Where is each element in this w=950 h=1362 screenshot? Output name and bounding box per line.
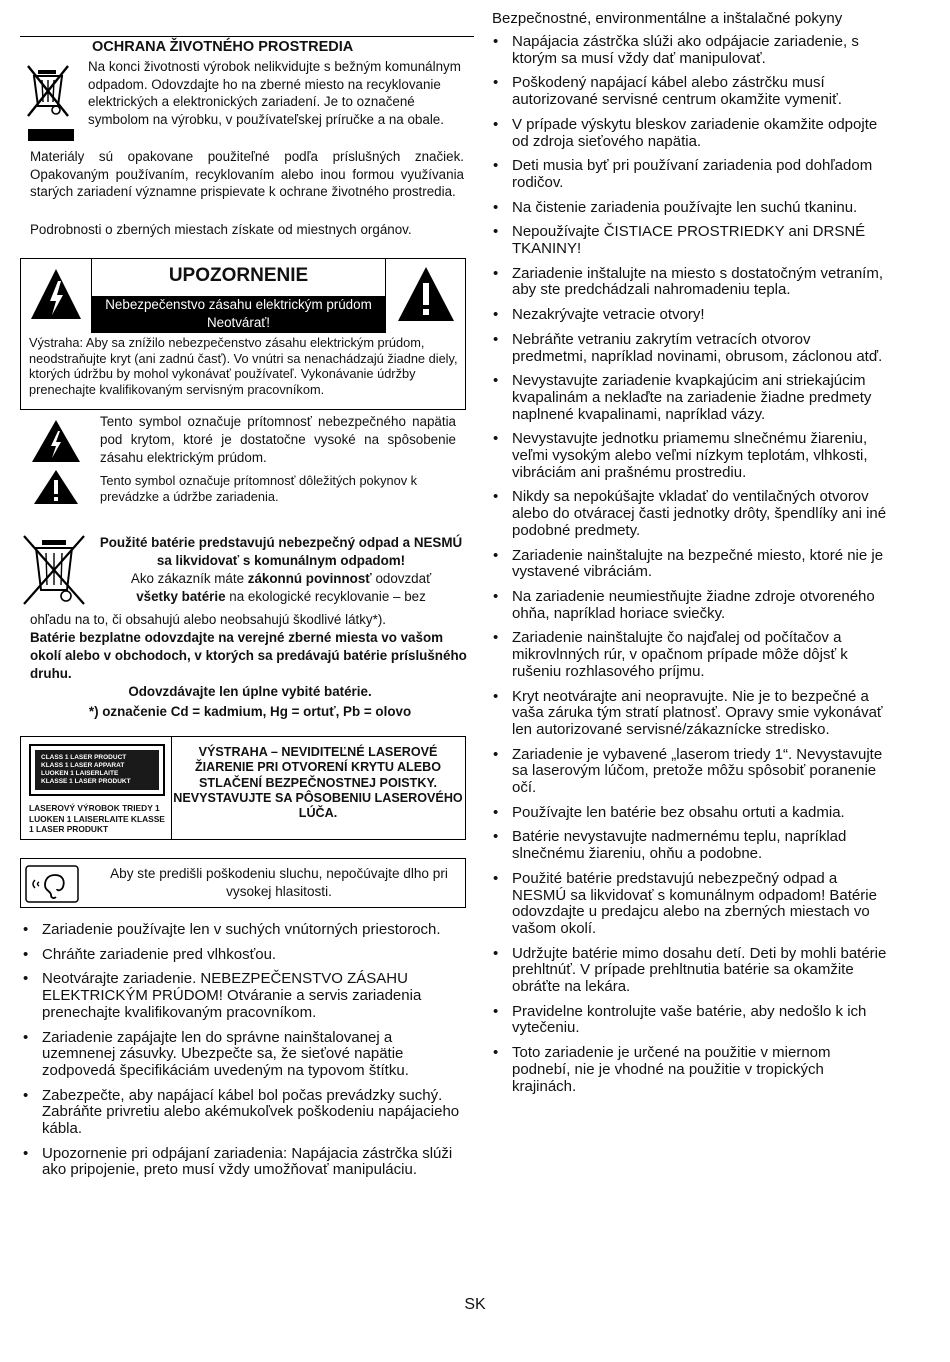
list-item-text: Poškodený napájací kábel alebo zástrčku musí autorizované servisné centrum okamžite vymeniť. <box>512 74 842 109</box>
laser-label-line: KLASSE 1 LASER PRODUKT <box>41 778 131 785</box>
list-item <box>490 489 888 539</box>
list-item <box>20 1030 460 1080</box>
bullet-icon: • <box>493 944 499 962</box>
bullet-icon: • <box>493 629 499 647</box>
bullet-icon: • <box>23 1144 29 1162</box>
bullet-icon: • <box>493 430 499 448</box>
bullet-icon: • <box>493 115 499 133</box>
hearing-text: Aby ste predišli poškodeniu sluchu, nepočúvajte dlho pri vysokej hlasitosti. <box>110 866 448 899</box>
env-paragraph-3: Podrobnosti o zberných miestach získate od miestnych orgánov. <box>30 222 412 237</box>
bullet-icon: • <box>493 546 499 564</box>
bullet-icon: • <box>493 803 499 821</box>
right-bullet-list <box>490 34 888 1103</box>
list-item <box>490 266 888 299</box>
env-paragraph-2: Materiály sú opakovane použiteľné podľa príslušných značiek. Opakovaným používaním, recyklovaním alebo inou formou využívania starých zariadení významne prispievate k ochrane životného prostredia. <box>30 149 464 200</box>
list-item-text: Zabezpečte, aby napájací kábel bol počas prevádzky suchý. Zabráňte privretiu alebo akémukoľvek poškodeniu napájacieho kábla. <box>42 1086 460 1138</box>
battery-line-5: Batérie bezplatne odovzdajte na verejné zberné miesta vo vašom okolí alebo v obchodoch, v ktorých sa predávajú batérie príslušného druhu. <box>30 630 467 681</box>
list-item-text: Nevystavujte zariadenie kvapkajúcim ani striekajúcim kvapalinám a neklaďte na zariadenie žiadne predmety naplnené kvapalinami, napríklad vázy. <box>512 372 872 423</box>
list-item <box>490 630 888 680</box>
list-item <box>490 1045 888 1095</box>
list-item-text: Zariadenie nainštalujte čo najďalej od počítačov a mikrovlnných rúr, v opačnom prípade môže dôjsť k rušeniu rozhlasového príjmu. <box>512 629 848 680</box>
list-item <box>490 200 888 217</box>
bullet-icon: • <box>493 745 499 763</box>
list-item-text: Pravidelne kontrolujte vaše batérie, aby nedošlo k ich vytečeniu. <box>512 1002 867 1037</box>
list-item-text: Zariadenie nainštalujte na bezpečné miesto, ktoré nie je vystavené vibráciám. <box>512 546 884 581</box>
bullet-icon: • <box>493 198 499 216</box>
bullet-icon: • <box>493 306 499 324</box>
bullet-icon: • <box>493 223 499 241</box>
list-item-text: Deti musia byť pri používaní zariadenia pod dohľadom rodičov. <box>512 157 873 191</box>
list-item-text: Použité batérie predstavujú nebezpečný odpad a NESMÚ sa likvidovať s komunálnym odpadom! Batérie odovzdajte u predajcu alebo na zberných miestach vo vašom okolí. <box>512 869 877 937</box>
list-item <box>490 117 888 150</box>
list-item <box>490 75 888 108</box>
lightning-symbol-icon <box>30 418 82 464</box>
battery-line-7: *) označenie Cd = kadmium, Hg = ortuť, Pb = olovo <box>88 704 412 719</box>
list-item-text: Chráňte zariadenie pred vlhkosťou. <box>42 945 277 963</box>
right-section-heading: Bezpečnostné, environmentálne a inštalačné pokyny <box>492 10 843 27</box>
list-item <box>490 431 888 481</box>
list-item-text: Na zariadenie neumiestňujte žiadne zdroje otvoreného ohňa, napríklad horiace sviečky. <box>512 587 875 622</box>
battery-crossed-bin-icon <box>22 534 86 608</box>
list-item-text: Toto zariadenie je určené na použitie v miernom podnebí, nie je vhodné na použitie v tropických krajinách. <box>512 1044 831 1095</box>
laser-label-line: KLASS 1 LASER APPARAT <box>41 762 125 769</box>
warning-title: UPOZORNENIE <box>168 265 309 286</box>
list-item <box>490 829 888 862</box>
bullet-icon: • <box>23 970 29 988</box>
list-item-text: Zariadenie zapájajte len do správne nainštalovanej a uzemnenej zásuvky. Ubezpečte sa, že sieťové napätie zodpovedá špecifikáciám uvedeným na typovom štítku. <box>42 1028 409 1079</box>
list-item-text: Nikdy sa nepokúšajte vkladať do ventilačných otvorov alebo do otváracej časti jednotky drôty, špendlíky ani iné podobné predmety. <box>512 488 887 539</box>
bullet-icon: • <box>493 157 499 175</box>
list-item <box>20 971 460 1021</box>
bullet-icon: • <box>493 372 499 390</box>
laser-label-inner <box>35 750 159 790</box>
hearing-protection-icon <box>25 865 79 903</box>
list-item-text: Na čistenie zariadenia používajte len suchú tkaninu. <box>512 198 858 216</box>
bullet-icon: • <box>23 921 29 938</box>
battery-line-1: Použité batérie predstavujú nebezpečný odpad a NESMÚ sa likvidovať s komunálnym odpadom! <box>99 535 463 568</box>
list-item <box>490 332 888 365</box>
list-item-text: Kryt neotvárajte ani neopravujte. Nie je to bezpečné a vaša záruka tým stratí platnosť. Opravy smie vykonávať len autorizované servisné/zákaznícke stredisko. <box>512 687 883 738</box>
exclamation-symbol-text: Tento symbol označuje prítomnosť dôležitých pokynov k prevádzke a údržbe zariadenia. <box>100 473 418 504</box>
left-bullet-list <box>20 922 460 1187</box>
bullet-icon: • <box>493 828 499 846</box>
battery-line-3b: na ekologické recyklovanie – bez <box>225 589 426 604</box>
list-item-text: V prípade výskytu bleskov zariadenie okamžite odpojte od zdroja sieťového napätia. <box>512 115 878 150</box>
warning-lightning-cell <box>21 259 92 333</box>
exclamation-symbol-icon <box>30 470 82 504</box>
list-item-text: Napájacia zástrčka slúži ako odpájacie zariadenie, s ktorým sa musí vždy dať manipulovať. <box>512 33 859 67</box>
laser-label-cell <box>21 737 172 839</box>
battery-line-2a: Ako zákazník máte <box>130 571 248 586</box>
list-item <box>490 307 888 324</box>
warning-exclamation-cell <box>385 259 466 333</box>
list-item-text: Nebráňte vetraniu zakrytím vetracích otvorov predmetmi, napríklad novinami, obrusom, záclonou atď. <box>512 330 883 365</box>
list-item <box>490 224 888 257</box>
hearing-box <box>20 858 466 908</box>
warning-body: Výstraha: Aby sa znížilo nebezpečenstvo zásahu elektrickým prúdom, neodstraňujte kryt (ani zadnú časť). Vo vnútri sa nenachádzajú žiadne diely, ktorých údržbu by mohol vykonávať používateľ. Vykonávanie údržby prenechajte kvalifikovaným servisným pracovníkom. <box>29 335 458 397</box>
list-item <box>490 34 888 67</box>
env-section-title: OCHRANA ŽIVOTNÉHO PROSTREDIA <box>20 36 474 55</box>
list-item <box>490 373 888 423</box>
list-item <box>490 805 888 822</box>
list-item-text: Nevystavujte jednotku priamemu slnečnému žiareniu, veľmi vysokým alebo veľmi nízkym teplotám, vlhkosti, vibráciám ani prašnému prostrediu. <box>512 430 868 481</box>
list-item <box>490 589 888 622</box>
lightning-triangle-icon <box>21 259 91 333</box>
list-item-text: Nezakrývajte vetracie otvory! <box>512 306 705 324</box>
list-item-text: Udržujte batérie mimo dosahu detí. Deti by mohli batérie prehltnúť. V prípade prehltnutia batérie sa okamžite obráťte na lekára. <box>512 944 887 996</box>
list-item <box>490 1004 888 1037</box>
bullet-icon: • <box>493 330 499 348</box>
laser-class-text: LASEROVÝ VÝROBOK TRIEDY 1 LUOKEN 1 LAISERLAITE KLASSE 1 LASER PRODUKT <box>29 803 165 834</box>
bullet-icon: • <box>493 74 499 92</box>
crossed-bin-icon <box>26 62 70 122</box>
list-item-text: Zariadenie používajte len v suchých vnútorných priestoroch. <box>42 921 441 938</box>
list-item <box>20 1146 460 1179</box>
laser-label-line: CLASS 1 LASER PRODUCT <box>41 754 127 761</box>
bullet-icon: • <box>493 1044 499 1062</box>
list-item-text: Upozornenie pri odpájaní zariadenia: Napájacia zástrčka slúži ako pripojenie, preto musí vždy umožňovať manipuláciu. <box>42 1144 453 1179</box>
bullet-icon: • <box>493 264 499 282</box>
lightning-symbol-text: Tento symbol označuje prítomnosť nebezpečného napätia pod krytom, ktoré je dostatočne vysoké na spôsobenie zásahu elektrickým prúdom. <box>100 414 456 465</box>
list-item <box>490 747 888 797</box>
exclamation-triangle-icon <box>386 259 466 333</box>
battery-line-4: ohľadu na to, či obsahujú alebo neobsahujú škodlivé látky*). <box>30 612 387 627</box>
list-item <box>20 947 460 964</box>
battery-line-3 <box>96 588 466 606</box>
bullet-icon: • <box>23 945 29 963</box>
battery-text-block <box>96 534 466 606</box>
bullet-icon: • <box>23 1086 29 1104</box>
list-item <box>490 871 888 938</box>
list-item <box>490 689 888 739</box>
laser-box <box>20 736 466 840</box>
battery-line-2b: zákonnú povinnosť <box>247 571 372 586</box>
battery-line-2 <box>96 570 466 588</box>
list-item-text: Batérie nevystavujte nadmernému teplu, napríklad slnečnému žiareniu, ohňu a podobne. <box>512 828 847 863</box>
list-item-text: Zariadenie je vybavené „laserom triedy 1“. Nevystavujte sa laserovým lúčom, pretože môžu spôsobiť poranenie očí. <box>512 745 883 797</box>
warning-banner: Nebezpečenstvo zásahu elektrickým prúdom Neotvárať! <box>92 296 385 333</box>
list-item <box>20 1088 460 1138</box>
laser-warning-text: VÝSTRAHA – NEVIDITEĽNÉ LASEROVÉ ŽIARENIE PRI OTVORENÍ KRYTU ALEBO STLAČENÍ BEZPEČNOSTNEJ POISTKY. NEVYSTAVUJTE SA PÔSOBENIU LASEROVÉHO LÚČA. <box>173 745 463 821</box>
weee-black-bar <box>28 129 74 141</box>
bullet-icon: • <box>493 869 499 887</box>
list-item-text: Nepoužívajte ČISTIACE PROSTRIEDKY ani DRSNÉ TKANINY! <box>512 223 866 258</box>
laser-label-line: LUOKEN 1 LAISERLAITE <box>41 770 119 777</box>
list-item <box>490 158 888 191</box>
list-item-text: Zariadenie inštalujte na miesto s dostatočným vetraním, aby ste predchádzali nahromadeniu tepla. <box>512 264 884 299</box>
bullet-icon: • <box>493 1002 499 1020</box>
bullet-icon: • <box>23 1028 29 1046</box>
list-item-text: Používajte len batérie bez obsahu ortuti a kadmia. <box>512 803 845 821</box>
bullet-icon: • <box>493 488 499 506</box>
list-item <box>490 946 888 996</box>
list-item <box>20 922 460 939</box>
battery-line-2c: odovzdať <box>371 571 432 586</box>
laser-class-label <box>29 744 165 796</box>
battery-text-rest <box>30 611 470 721</box>
list-item-text: Neotvárajte zariadenie. NEBEZPEČENSTVO ZÁSAHU ELEKTRICKÝM PRÚDOM! Otváranie a servis zariadenia prenechajte kvalifikovaným pracovníkom. <box>42 970 422 1021</box>
bullet-icon: • <box>493 687 499 705</box>
battery-line-3a: všetky batérie <box>136 589 226 604</box>
warning-box <box>20 258 466 410</box>
list-item <box>490 548 888 581</box>
bullet-icon: • <box>493 33 499 50</box>
page-language-code: SK <box>464 1296 486 1313</box>
bullet-icon: • <box>493 587 499 605</box>
battery-line-6: Odovzdávajte len úplne vybité batérie. <box>128 684 372 699</box>
env-paragraph-1: Na konci životnosti výrobok nelikvidujte s bežným komunálnym odpadom. Odovzdajte ho na zberné miesto na recyklovanie elektrických a elektronických zariadení. Je to označené symbolom na výrobku, v používateľskej príručke a na obale. <box>88 59 461 127</box>
